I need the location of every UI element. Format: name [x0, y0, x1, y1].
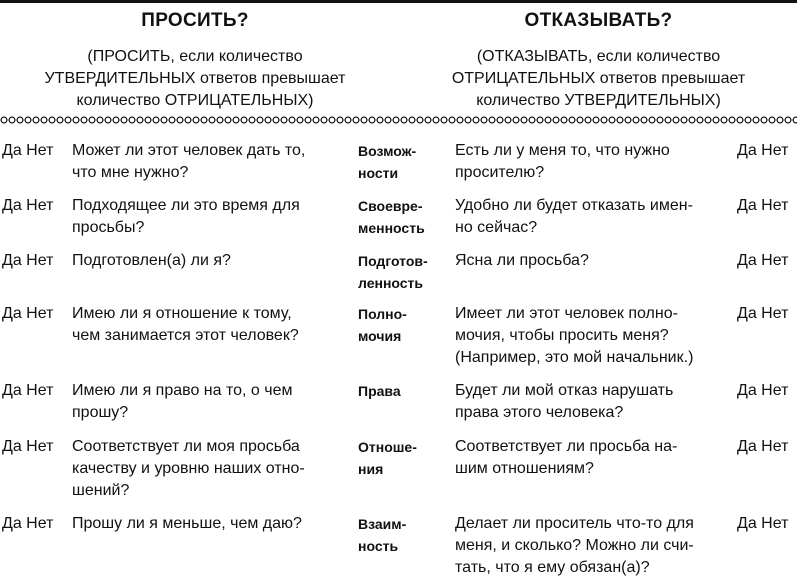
ask-question	[72, 436, 357, 502]
category-label-line: Своевре-	[358, 198, 423, 214]
refuse-yes-no-answer: Да Нет	[737, 382, 789, 399]
ask-question	[72, 513, 357, 535]
refuse-question	[455, 436, 735, 480]
refuse-question	[455, 303, 735, 369]
category-label	[358, 380, 450, 402]
ask-question-line: Прошу ли я меньше, чем даю?	[72, 515, 302, 532]
ask-yes-no-answer: Да Нет	[2, 252, 54, 269]
category-label-line: менность	[358, 220, 425, 236]
ask-yes-no-answer: Да Нет	[2, 197, 54, 214]
table-row	[0, 303, 797, 380]
category-label-line: Подготов-	[358, 253, 428, 269]
ask-question-line: Подготовлен(а) ли я?	[72, 252, 231, 269]
category-label-line: Права	[358, 383, 401, 399]
refuse-question-line: Будет ли мой отказ нарушать	[455, 382, 674, 399]
refuse-question	[455, 250, 735, 272]
refuse-question	[455, 380, 735, 424]
ask-question-line: Имею ли я право на то, о чем	[72, 382, 293, 399]
ask-question-line: Имею ли я отношение к тому,	[72, 305, 292, 322]
refuse-question	[455, 140, 735, 184]
ask-column-header	[0, 10, 390, 112]
ask-question-line: шений?	[72, 482, 130, 499]
refuse-rule-note: (ОТКАЗЫВАТЬ, если количество ОТРИЦАТЕЛЬНЫХ ответов превышает количество УТВЕРДИТЕЛЬНЫХ)	[451, 48, 746, 109]
refuse-question-line: Имеет ли этот человек полно-	[455, 305, 678, 322]
refuse-question-line: Делает ли проситель что-то для	[455, 515, 694, 532]
ask-yes-no-answer: Да Нет	[2, 438, 54, 455]
ask-question-line: прошу?	[72, 404, 129, 421]
ask-question	[72, 303, 357, 347]
ask-question-line: чем занимается этот человек?	[72, 327, 299, 344]
category-label-line: мочия	[358, 328, 402, 344]
ask-question-line: что мне нужно?	[72, 164, 189, 181]
category-label-line: ния	[358, 461, 384, 477]
refuse-question-line: права этого человека?	[455, 404, 624, 421]
ask-question	[72, 140, 357, 184]
category-label	[358, 303, 450, 347]
table-row	[0, 250, 797, 303]
refuse-title: ОТКАЗЫВАТЬ?	[524, 10, 673, 31]
category-label-line: Взаим-	[358, 516, 407, 532]
refuse-question-line: тать, что я ему обязан(а)?	[455, 559, 650, 576]
refuse-question-line: (Например, это мой начальник.)	[455, 349, 694, 366]
questions-table	[0, 140, 797, 579]
ask-question-line: Соответствует ли моя просьба	[72, 438, 300, 455]
table-row	[0, 436, 797, 513]
refuse-question-line: но сейчас?	[455, 219, 538, 236]
refuse-question-line: шим отношениям?	[455, 460, 594, 477]
category-label-line: Возмож-	[358, 143, 417, 159]
category-label	[358, 140, 450, 184]
ask-question-line: Может ли этот человек дать то,	[72, 142, 306, 159]
ornamental-divider	[0, 115, 797, 125]
refuse-question-line: Ясна ли просьба?	[455, 252, 589, 269]
ask-yes-no-answer: Да Нет	[2, 515, 54, 532]
ask-question-line: просьбы?	[72, 219, 145, 236]
ask-question	[72, 195, 357, 239]
table-row	[0, 195, 797, 250]
ask-rule-note: (ПРОСИТЬ, если количество УТВЕРДИТЕЛЬНЫХ ответов превышает количество ОТРИЦАТЕЛЬНЫХ)	[44, 48, 346, 109]
category-label-line: ность	[358, 538, 399, 554]
ask-title: ПРОСИТЬ?	[141, 10, 249, 31]
refuse-question	[455, 195, 735, 239]
category-label-line: ности	[358, 165, 399, 181]
ask-question	[72, 380, 357, 424]
refuse-yes-no-answer: Да Нет	[737, 305, 789, 322]
top-rule	[0, 0, 797, 3]
refuse-yes-no-answer: Да Нет	[737, 438, 789, 455]
refuse-yes-no-answer: Да Нет	[737, 252, 789, 269]
category-label	[358, 195, 450, 239]
ask-question	[72, 250, 357, 272]
refuse-yes-no-answer: Да Нет	[737, 142, 789, 159]
table-row	[0, 380, 797, 436]
ask-yes-no-answer: Да Нет	[2, 305, 54, 322]
refuse-question-line: просителю?	[455, 164, 545, 181]
category-label	[358, 250, 450, 294]
category-label-line: Отноше-	[358, 439, 417, 455]
refuse-question	[455, 513, 735, 579]
category-label	[358, 436, 450, 480]
category-label-line: ленность	[358, 275, 424, 291]
table-row	[0, 140, 797, 195]
ask-yes-no-answer: Да Нет	[2, 382, 54, 399]
ask-question-line: качеству и уровню наших отно-	[72, 460, 305, 477]
ask-question-line: Подходящее ли это время для	[72, 197, 300, 214]
category-label-line: Полно-	[358, 306, 407, 322]
refuse-yes-no-answer: Да Нет	[737, 515, 789, 532]
refuse-question-line: Есть ли у меня то, что нужно	[455, 142, 670, 159]
category-label	[358, 513, 450, 557]
refuse-question-line: меня, и сколько? Можно ли счи-	[455, 537, 694, 554]
refuse-question-line: мочия, чтобы просить меня?	[455, 327, 669, 344]
ask-yes-no-answer: Да Нет	[2, 142, 54, 159]
table-row	[0, 513, 797, 579]
refuse-question-line: Удобно ли будет отказать имен-	[455, 197, 693, 214]
refuse-yes-no-answer: Да Нет	[737, 197, 789, 214]
refuse-column-header	[400, 10, 797, 112]
refuse-question-line: Соответствует ли просьба на-	[455, 438, 678, 455]
